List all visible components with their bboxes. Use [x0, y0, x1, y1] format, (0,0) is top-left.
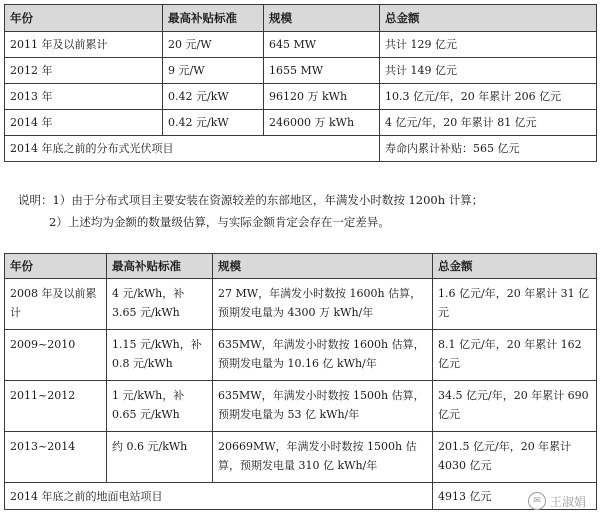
- table-row: [5, 330, 597, 381]
- header-total-amount: 总金额: [380, 5, 597, 32]
- distributed-pv-table: [4, 4, 597, 162]
- cell-scale: 246000 万 kWh: [264, 110, 380, 136]
- wechat-icon: ✉: [528, 492, 546, 510]
- header-scale: 规模: [213, 254, 433, 279]
- cell-scale: 1655 MW: [264, 58, 380, 84]
- note-line-1: 说明：1）由于分布式项目主要安装在资源较差的东部地区，年满发小时数按 1200h 计算；: [18, 193, 484, 207]
- watermark: [528, 492, 586, 510]
- cell-subsidy: 1 元/kWh，补 0.65 元/kWh: [107, 381, 213, 432]
- cell-subsidy: 0.42 元/kW: [163, 84, 264, 110]
- cell-year: 2014 年: [5, 110, 163, 136]
- cell-amount: 共计 129 亿元: [380, 32, 597, 58]
- cell-subsidy: 20 元/W: [163, 32, 264, 58]
- cell-year: 2011 年及以前累计: [5, 32, 163, 58]
- summary-label: 2014 年底之前的分布式光伏项目: [5, 136, 380, 162]
- cell-subsidy: 4 元/kWh，补 3.65 元/kWh: [107, 279, 213, 330]
- table-row: [5, 84, 597, 110]
- ground-station-table: [4, 253, 597, 510]
- cell-scale: 20669MW，年满发小时数按 1500h 估算，预期发电量 310 亿 kWh/年: [213, 432, 433, 483]
- cell-amount: 1.6 亿元/年，20 年累计 31 亿元: [433, 279, 597, 330]
- cell-scale: 27 MW，年满发小时数按 1600h 估算，预期发电量为 4300 万 kWh/年: [213, 279, 433, 330]
- cell-scale: 635MW，年满发小时数按 1500h 估算，预期发电量为 53 亿 kWh/年: [213, 381, 433, 432]
- summary-label: 2014 年底之前的地面电站项目: [5, 483, 433, 510]
- cell-amount: 34.5 亿元/年，20 年累计 690 亿元: [433, 381, 597, 432]
- cell-year: 2008 年及以前累计: [5, 279, 107, 330]
- cell-amount: 201.5 亿元/年，20 年累计 4030 亿元: [433, 432, 597, 483]
- header-max-subsidy: 最高补贴标准: [107, 254, 213, 279]
- table-row: [5, 58, 597, 84]
- cell-amount: 10.3 亿元/年，20 年累计 206 亿元: [380, 84, 597, 110]
- cell-year: 2013 年: [5, 84, 163, 110]
- header-year: 年份: [5, 254, 107, 279]
- header-scale: 规模: [264, 5, 380, 32]
- header-max-subsidy: 最高补贴标准: [163, 5, 264, 32]
- table-row: [5, 432, 597, 483]
- cell-scale: 635MW，年满发小时数按 1600h 估算，预期发电量为 10.16 亿 kWh/年: [213, 330, 433, 381]
- table-header-row: [5, 254, 597, 279]
- cell-year: 2011~2012: [5, 381, 107, 432]
- cell-year: 2013~2014: [5, 432, 107, 483]
- summary-row: [5, 483, 597, 510]
- cell-subsidy: 约 0.6 元/kWh: [107, 432, 213, 483]
- cell-subsidy: 1.15 元/kWh，补 0.8 元/kWh: [107, 330, 213, 381]
- table-row: [5, 110, 597, 136]
- cell-subsidy: 9 元/W: [163, 58, 264, 84]
- cell-subsidy: 0.42 元/kW: [163, 110, 264, 136]
- cell-year: 2009~2010: [5, 330, 107, 381]
- cell-amount: 8.1 亿元/年，20 年累计 162 亿元: [433, 330, 597, 381]
- table-row: [5, 381, 597, 432]
- header-year: 年份: [5, 5, 163, 32]
- cell-amount: 共计 149 亿元: [380, 58, 597, 84]
- summary-value: 寿命内累计补贴：565 亿元: [380, 136, 597, 162]
- summary-row: [5, 136, 597, 162]
- table-header-row: [5, 5, 597, 32]
- table-row: [5, 279, 597, 330]
- cell-scale: 96120 万 kWh: [264, 84, 380, 110]
- note-line-2: 2）上述均为金额的数量级估算，与实际金额肯定会存在一定差异。: [49, 215, 390, 229]
- table-row: [5, 32, 597, 58]
- cell-year: 2012 年: [5, 58, 163, 84]
- cell-scale: 645 MW: [264, 32, 380, 58]
- summary-value: 4913 亿元: [433, 483, 597, 510]
- cell-amount: 4 亿元/年，20 年累计 81 亿元: [380, 110, 597, 136]
- watermark-text: 王淑娟: [549, 494, 586, 509]
- header-total-amount: 总金额: [433, 254, 597, 279]
